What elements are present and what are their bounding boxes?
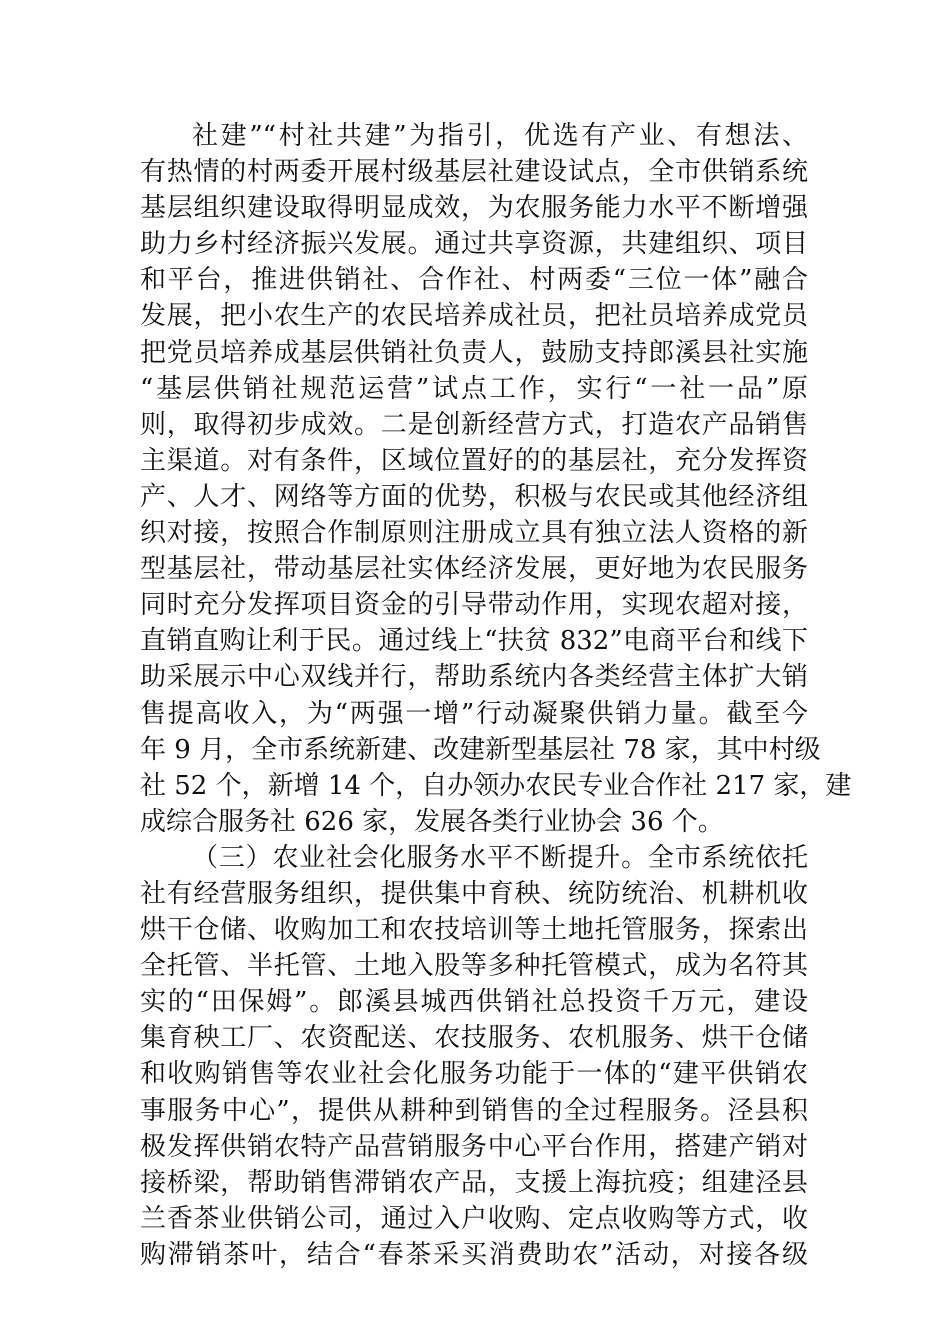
paragraph-2-line: 全托管、半托管、土地入股等多种托管模式，成为名符其 bbox=[140, 951, 808, 982]
paragraph-2-line: 极发挥供销农特产品营销服务中心平台作用，搭建产销对 bbox=[140, 1131, 808, 1162]
paragraph-1-line: 主渠道。对有条件，区域位置好的的基层社，充分发挥资 bbox=[140, 445, 808, 476]
paragraph-1-line: 年 9 月，全市系统新建、改建新型基层社 78 家，其中村级 bbox=[140, 734, 821, 765]
paragraph-1-line: 发展，把小农生产的农民培养成社员，把社员培养成党员 bbox=[140, 301, 808, 332]
paragraph-1-line: 直销直购让利于民。通过线上“扶贫 832”电商平台和线下 bbox=[140, 626, 808, 657]
paragraph-2-line: （三）农业社会化服务水平不断提升。全市系统依托 bbox=[192, 842, 808, 873]
paragraph-1-line: 售提高收入，为“两强一增”行动凝聚供销力量。截至今 bbox=[140, 698, 808, 729]
paragraph-1-line: 助采展示中心双线并行，帮助系统内各类经营主体扩大销 bbox=[140, 662, 808, 693]
document-body bbox=[140, 118, 852, 1273]
paragraph-2-line: 接桥梁，帮助销售滞销农产品，支援上海抗疫；组建泾县 bbox=[140, 1167, 808, 1198]
paragraph-1-line: 织对接，按照合作制原则注册成立具有独立法人资格的新 bbox=[140, 518, 808, 549]
paragraph-2-line: 烘干仓储、收购加工和农技培训等土地托管服务，探索出 bbox=[140, 915, 808, 946]
paragraph-1-line: 社建”“村社共建”为指引，优选有产业、有想法、 bbox=[192, 121, 808, 151]
paragraph-2-line: 事服务中心”，提供从耕种到销售的全过程服务。泾县积 bbox=[140, 1095, 808, 1126]
paragraph-2-line: 社有经营服务组织，提供集中育秧、统防统治、机耕机收 bbox=[140, 878, 808, 909]
paragraph-2-line: 和收购销售等农业社会化服务功能于一体的“建平供销农 bbox=[140, 1059, 808, 1090]
paragraph-1-line: 助力乡村经济振兴发展。通过共享资源，共建组织、项目 bbox=[140, 229, 808, 260]
paragraph-1-line: 和平台，推进供销社、合作社、村两委“三位一体”融合 bbox=[140, 265, 808, 296]
paragraph-2-line: 实的“田保姆”。郎溪县城西供销社总投资千万元，建设 bbox=[140, 987, 808, 1018]
paragraph-2-line: 兰香茶业供销公司，通过入户收购、定点收购等方式，收 bbox=[140, 1203, 808, 1234]
paragraph-1-line: 则，取得初步成效。二是创新经营方式，打造农产品销售 bbox=[140, 409, 808, 440]
paragraph-1-line: 同时充分发挥项目资金的引导带动作用，实现农超对接， bbox=[140, 590, 808, 621]
paragraph-2-line: 购滞销茶叶，结合“春茶采买消费助农”活动，对接各级 bbox=[140, 1239, 808, 1270]
paragraph-1-line: 成综合服务社 626 家，发展各类行业协会 36 个。 bbox=[140, 806, 724, 837]
paragraph-1-line: 把党员培养成基层供销社负责人，鼓励支持郎溪县社实施 bbox=[140, 337, 808, 368]
paragraph-1-line: 型基层社，带动基层社实体经济发展，更好地为农民服务 bbox=[140, 554, 808, 585]
paragraph-1-line: 社 52 个，新增 14 个，自办领办农民专业合作社 217 家，建 bbox=[140, 770, 852, 801]
paragraph-1-line: 基层组织建设取得明显成效，为农服务能力水平不断增强 bbox=[140, 193, 808, 224]
paragraph-1-line: 有热情的村两委开展村级基层社建设试点，全市供销系统 bbox=[140, 157, 808, 188]
paragraph-1-line: “基层供销社规范运营”试点工作，实行“一社一品”原 bbox=[140, 373, 808, 404]
paragraph-2-line: 集育秧工厂、农资配送、农技服务、农机服务、烘干仓储 bbox=[140, 1023, 808, 1054]
paragraph-1-line: 产、人才、网络等方面的优势，积极与农民或其他经济组 bbox=[140, 481, 808, 512]
